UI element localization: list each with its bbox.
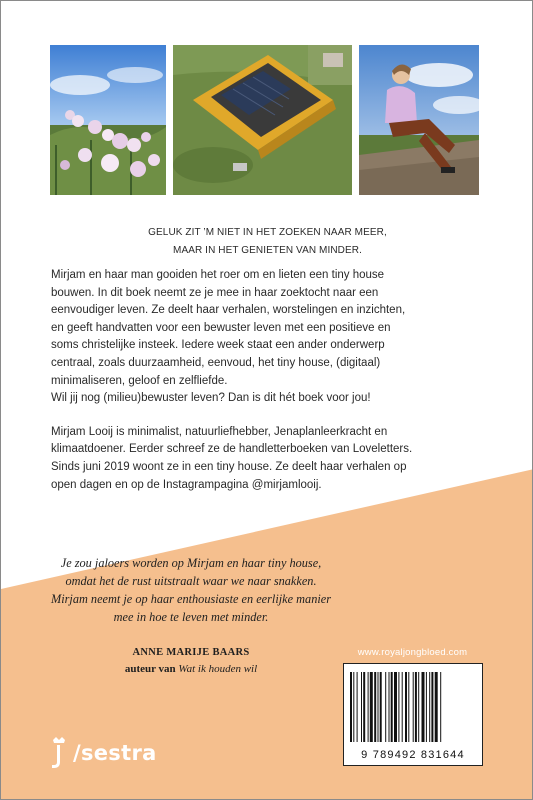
barcode-bar [418,672,419,742]
tagline-line-1: GELUK ZIT ’M NIET IN HET ZOEKEN NAAR MEER, [148,227,387,238]
barcode-bar [408,672,409,742]
barcode-bar [361,672,362,742]
barcode-bar [374,672,376,742]
description-line: en geeft handvatten voor een bewuster leven met een positieve en [51,321,391,334]
tagline-line-2: MAAR IN HET GENIETEN VAN MINDER. [173,245,362,256]
endorser-role [41,661,341,677]
bio-line: open dagen en op de Instagrampagina @mirjamlooij. [51,478,322,491]
book-description [51,267,491,494]
barcode-bar [380,672,382,742]
crown-j-icon [49,736,69,770]
isbn-barcode [343,663,483,766]
barcode-bar [402,672,403,742]
bio-line: klimaatdoener. Eerder schreef ze de handletterboeken van Loveletters. [51,443,413,456]
description-line: Wil jij nog (milieu)bewuster leven? Dan is dit hét boek voor jou! [51,392,371,405]
barcode-bar [394,672,397,742]
barcode-bar [429,672,430,742]
tiny-house-aerial-photo [173,45,352,195]
barcode-bar [378,672,379,742]
barcode-bar [368,672,369,742]
isbn-number: 9 789492 831644 [361,749,465,761]
barcode-bar [398,672,399,742]
barcode-bars [350,672,476,742]
quote-line: Je zou jaloers worden op Mirjam en haar tiny house, [60,556,322,570]
publisher-name: /sestra [73,741,157,765]
barcode-bar [431,672,433,742]
woman-on-bench-photo [359,45,479,195]
publisher-logo [49,733,157,773]
quote-line: Mirjam neemt je op haar enthousiaste en eerlijke manier [50,592,332,606]
barcode-bar [426,672,427,742]
barcode-bar [353,672,354,742]
barcode-bar [415,672,417,742]
description-line: eenvoudiger leven. Ze deelt haar verhalen, worstelingen en inzichten, [51,304,406,317]
barcode-bar [440,672,441,742]
barcode-bar [370,672,373,742]
quote-line: omdat het de rust uitstraalt waar we naar snakken. [65,574,317,588]
barcode-bar [405,672,407,742]
description-line: Mirjam en haar man gooiden het roer om en lieten een tiny house [51,269,385,281]
quote-line: mee in hoe te leven met minder. [113,610,269,624]
barcode-bar [413,672,414,742]
bio-line: Mirjam Looij is minimalist, natuurliefhebber, Jenaplanleerkracht en [51,425,388,438]
blossom-field-photo [50,45,166,195]
description-line: minimaliseren, geloof en zelfliefde. [51,374,228,387]
description-paragraph-1 [51,267,491,408]
quote-attribution [41,645,341,677]
description-line: bouwen. In dit boek neemt ze je mee in haar zoektocht naar een [51,286,379,299]
endorser-role-prefix: auteur van [124,663,176,675]
barcode-bar [357,672,358,742]
description-line: soms christelijke insteek. Iedere week staat een ander onderwerp [51,339,385,352]
endorser-book-title: Wat ik houden wil [178,663,258,675]
endorsement-quote [41,554,341,626]
endorser-name: ANNE MARIJE BAARS [132,647,250,658]
barcode-bar [385,672,386,742]
barcode-bar [363,672,365,742]
author-bio-paragraph [51,424,491,494]
barcode-bar [435,672,438,742]
publisher-url[interactable]: www.royaljongbloed.com [357,647,468,658]
tagline [51,224,484,260]
description-line: centraal, zoals duurzaamheid, eenvoud, het tiny house, (digitaal) [51,356,381,369]
bio-line: Sinds juni 2019 woont ze in een tiny house. Ze deelt haar verhalen op [51,460,407,473]
barcode-bar [350,672,352,742]
barcode-bar [422,672,425,742]
barcode-bar [389,672,390,742]
barcode-bar [391,672,393,742]
